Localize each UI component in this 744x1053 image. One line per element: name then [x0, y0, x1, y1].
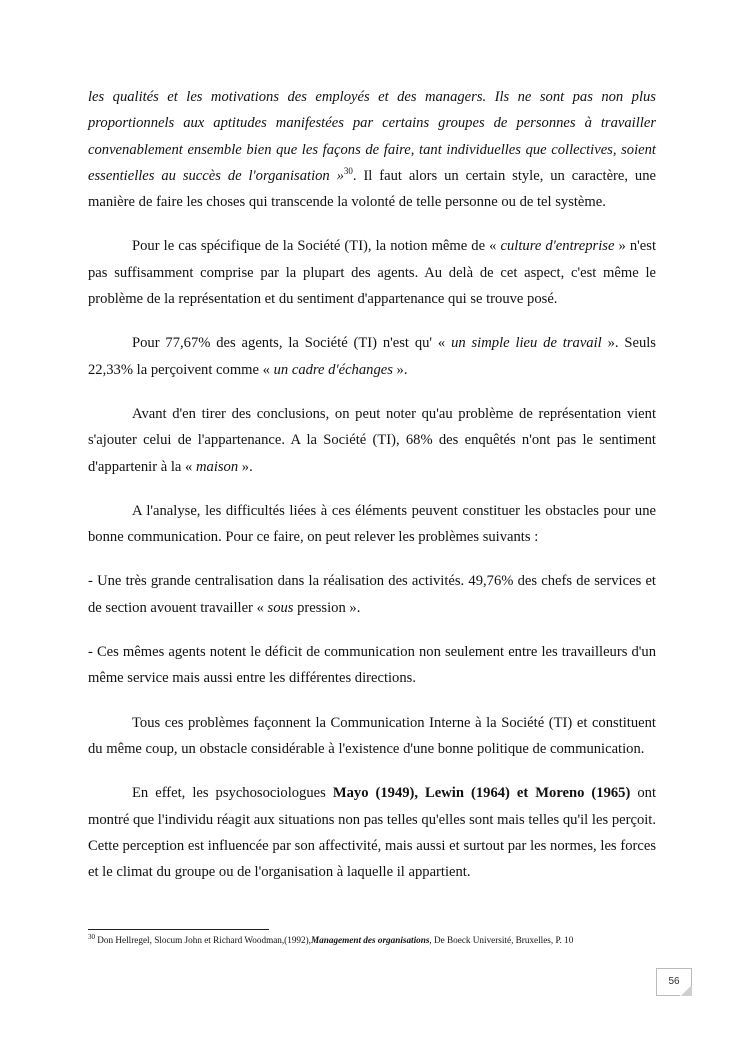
paragraph-communication-interne: Tous ces problèmes façonnent la Communication Interne à la Société (TI) et constituent du même coup, un obstacle considérable à l'existence d'une bonne politique de communication. [88, 714, 656, 757]
page-body [88, 84, 656, 885]
footnote-separator [88, 929, 269, 930]
footnote: $^{30}$ Don Hellregel, Slocum John et Richard Woodman,(1992),Management des organisations, De Boeck Université, Bruxelles, P. 10 [88, 932, 574, 945]
paragraph-appartenance: Avant d'en tirer des conclusions, on peut noter qu'au problème de représentation vient s'ajouter celui de l'appartenance. A la Société (TI), 68% des enquêtés n'ont pas le sentiment d'appartenir à la « maison ». [88, 405, 656, 475]
paragraph-analyse: A l'analyse, les difficultés liées à ces éléments peuvent constituer les obstacles pour une bonne communication. Pour ce faire, on peut relever les problèmes suivants : [88, 502, 656, 546]
paragraph-quote-end: les qualités et les motivations des employés et des managers. Ils ne sont pas non plus proportionnels aux aptitudes manifestées par certains groupes de personnes à travailler convenablement ensemble bien que les façons de faire, tant individuelles que collectives, soient essentielles au succès de l'organisation »$^{30}$. Il faut alors un certain style, un caractère, une manière de faire les choses qui transcende la volonté de telle personne ou de tel système. [88, 89, 656, 211]
paragraph-lieu-de-travail: Pour 77,67% des agents, la Société (TI) n'est qu' « un simple lieu de travail ». Seuls 22,33% la perçoivent comme « un cadre d'échanges ». [88, 335, 656, 378]
page-number: 56 [656, 968, 692, 996]
paragraph-centralisation: - Une très grande centralisation dans la réalisation des activités. 49,76% des chefs de services et de section avouent travailler « sous pression ». [88, 573, 656, 616]
footnote-ref[interactable]: 30 [343, 166, 353, 177]
page-curl-icon [680, 986, 692, 996]
paragraph-culture-entreprise: Pour le cas spécifique de la Société (TI), la notion même de « culture d'entreprise » n'est pas suffisamment comprise par la plupart des agents. Au delà de cet aspect, c'est même le problème de la représentation et du sentiment d'appartenance qui se trouve posé. [88, 238, 657, 308]
paragraph-psychosociologues: En effet, les psychosociologues Mayo (1949), Lewin (1964) et Moreno (1965) ont montré que l'individu réagit aux situations non pas telles qu'elles sont mais telles qu'il les perçoit. Cette perception est influencée par son affectivité, mais aussi et surtout par les normes, les forces et le climat du groupe ou de l'organisation à laquelle il appartient. [88, 785, 656, 881]
footnote-number: 30 [88, 932, 95, 941]
paragraph-deficit-communication: - Ces mêmes agents notent le déficit de communication non seulement entre les travailleurs d'un même service mais aussi entre les différentes directions. [88, 644, 656, 687]
